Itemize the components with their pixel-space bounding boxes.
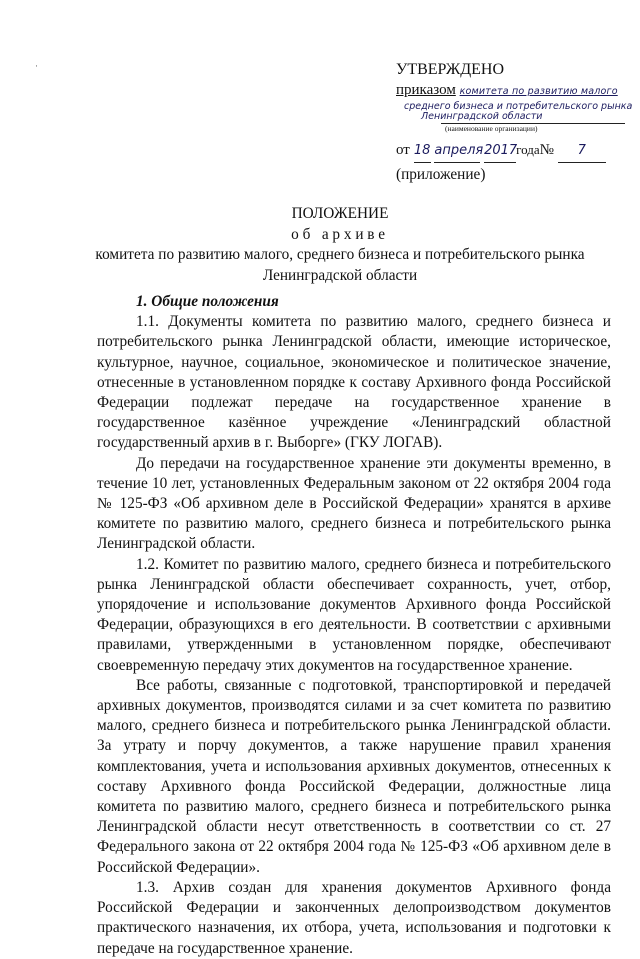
from-label: от (396, 142, 410, 159)
paragraph-1-2: 1.2. Комитет по развитию малого, среднего бизнеса и потребительского рынка Ленинградской области обеспечивает сохранность, учет, отбор, упорядочение и использование документов Архивного фонда Российской Федерации, образующихся в его деятельности. В соответствии с архивными правилами, утвержденными в установленном порядке, обеспечивают своевременную передачу этих документов на государственное хранение. (97, 555, 611, 674)
paragraph-1-2-cont: Все работы, связанные с подготовкой, транспортировкой и передачей архивных документов, производятся силами и за счет комитета по развитию малого, среднего бизнеса и потребительского рынка Ленинградской области. За утрату и порчу документов, а также нарушение правил хранения комплектования, учета и использования архивных документов, отнесенных к составу Архивного фонда Российской Федерации, должностные лица комитета по развитию малого, среднего бизнеса и потребительского рынка Ленинградской области несут ответственность в соответствии со ст. 27 Федерального закона от 22 октября 2004 года № 125-ФЗ «Об архивном деле в Российской Федерации». (97, 676, 611, 876)
title-line-3: комитета по развитию малого, среднего бизнеса и потребительского рынка (95, 246, 585, 263)
document-body (97, 292, 611, 959)
scan-speck: · (35, 61, 38, 71)
document-title (70, 204, 610, 286)
approved-label: УТВЕРЖДЕНО (396, 61, 505, 78)
section-heading: 1. Общие положения (136, 293, 279, 310)
order-line (396, 80, 632, 102)
paragraph-1-1-cont: До передачи на государственное хранение эти документы временно, в течение 10 лет, установленных Федеральным законом от 22 октября 2004 года № 125-ФЗ «Об архивном деле в Российской Федерации» хранятся в архиве комитете по развитию малого, среднего бизнеса и потребительского рынка Ленинградской области. (97, 454, 611, 553)
org-caption: (наименование организации) (441, 123, 625, 134)
date-month: апреля (434, 141, 480, 162)
org-handwritten-line-2: среднего бизнеса и потребительского рынка (404, 101, 633, 113)
order-label: приказом (396, 82, 456, 99)
attachment-label: (приложение) (396, 165, 486, 183)
title-line-2: об архиве (291, 225, 389, 243)
title-line-4: Ленинградской области (262, 266, 418, 284)
paragraph-1-3: 1.3. Архив создан для хранения документов Архивного фонда Российской Федерации и законченных делопроизводством документов практического назначения, их отбора, учета, использования и подготовки к передаче на государственное хранение. (97, 878, 611, 957)
paragraph-1-1: 1.1. Документы комитета по развитию малого, среднего бизнеса и потребительского рынка Ленинградской области, имеющие историческое, культурное, научное, социальное, экономическое и политическое значение, отнесенные в установленном порядке к составу Архивного фонда Российской Федерации подлежат передаче на государственное хранение в государственное казённое учреждение «Ленинградский областной государственный архив в г. Выборге» (ГКУ ЛОГАВ). (97, 313, 611, 452)
org-handwritten-line-1: комитета по развитию малого (459, 86, 618, 98)
order-number: 7 (558, 141, 606, 162)
approval-stamp-block (396, 60, 632, 185)
order-date-line (396, 140, 632, 162)
org-handwritten-line-3: Ленинградской области (421, 111, 543, 123)
date-year: 2017 (484, 141, 516, 162)
date-day: 18 (414, 141, 431, 162)
year-suffix: года (516, 142, 540, 158)
number-label: № (539, 142, 554, 159)
title-line-1: ПОЛОЖЕНИЕ (291, 205, 389, 222)
